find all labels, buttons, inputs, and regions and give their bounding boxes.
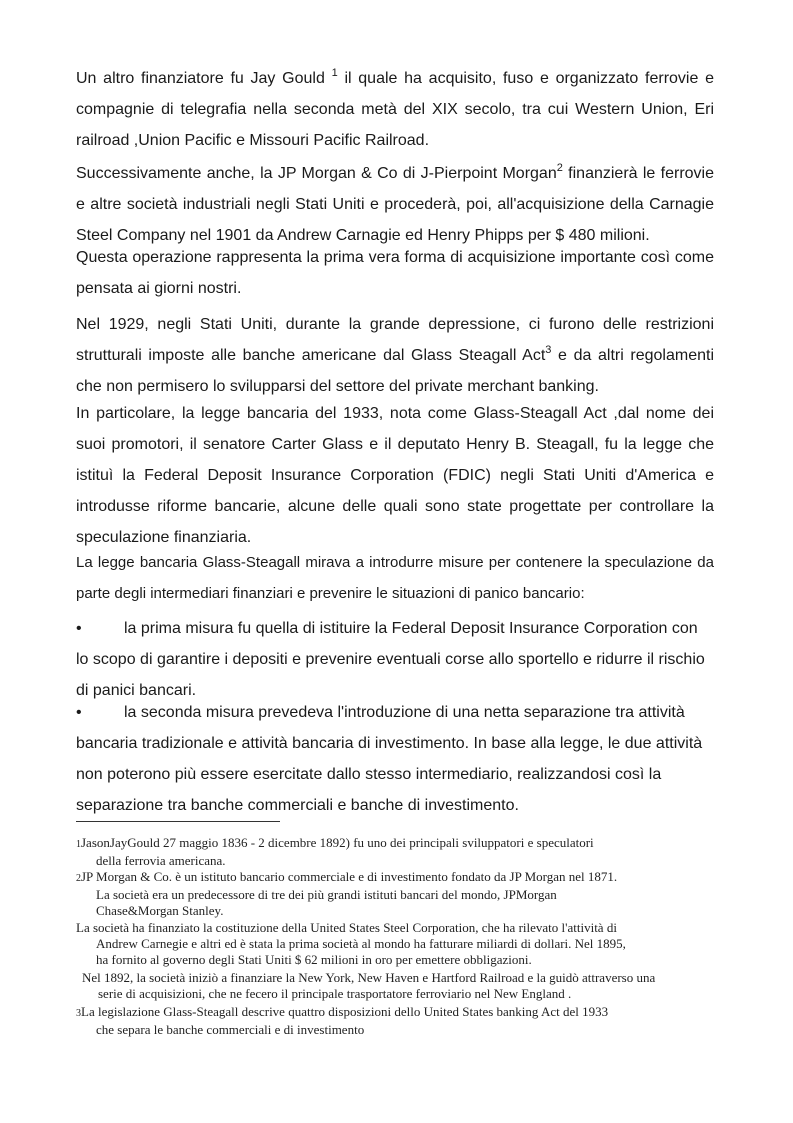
footnote-2-continued [82, 970, 722, 1002]
paragraph-legge-bancaria: La legge bancaria Glass-Steagall mirava a introdurre misure per contenere la speculazione da parte degli intermediari finanziari e prevenire le situazioni di panico bancario: [76, 554, 714, 602]
footnote-text: JP Morgan & Co. è un istituto bancario commerciale e di investimento fondato da JP Morgan nel 1871. [81, 869, 618, 884]
footnote-number: 3 [76, 1008, 81, 1019]
bullet-item-1 [76, 613, 714, 706]
paragraph-1929 [76, 309, 714, 402]
footnote-text: Andrew Carnegie e altri ed è stata la prima società al mondo ha fatturare miliardi di dollari. Nel 1895, [96, 936, 626, 951]
paragraph-text: Nel 1929, negli Stati Uniti, durante la grande depressione, ci furono delle restrizioni strutturali imposte alle banche americane dal Glass Steagall Act [76, 316, 714, 364]
paragraph-jay-gould [76, 63, 714, 156]
footnote-2 [76, 869, 716, 919]
bullet-marker: • [76, 620, 82, 637]
footnote-text: La società ha finanziato la costituzione della United States Steel Corporation, che ha rilevato l'attività di [76, 920, 617, 935]
bullet-text: la seconda misura prevedeva l'introduzione di una netta separazione tra attività bancaria tradizionale e attività bancaria di investimento. In base alla legge, le due attività non poterono più essere esercitate dallo stesso intermediario, realizzandosi così la separazione tra banche commerciali e banche di investimento. [76, 704, 703, 814]
footnote-ref-2[interactable]: 2 [556, 162, 563, 174]
footnote-text: ha fornito al governo degli Stati Uniti $ 62 milioni in oro per emettere obbligazioni. [96, 952, 532, 967]
bullet-item-2 [76, 697, 714, 821]
footnote-text: Nel 1892, la società iniziò a finanziare la New York, New Haven e Hartford Railroad e la guidò attraverso una [82, 970, 656, 985]
paragraph-acquisition: Questa operazione rappresenta la prima vera forma di acquisizione importante così come pensata ai giorni nostri. [76, 249, 714, 297]
footnote-text: La società era un predecessore di tre dei più grandi istituti bancari del mondo, JPMorgan [96, 887, 557, 902]
footnote-text: La legislazione Glass-Steagall descrive quattro disposizioni dello United States banking Act del 1933 [81, 1004, 609, 1019]
footnote-text: che separa le banche commerciali e di investimento [96, 1022, 365, 1037]
paragraph-text: finanzierà le ferrovie e altre società industriali negli Stati Uniti e procederà, poi, all'acquisizione della Carnagie Steel Company nel 1901 da Andrew Carnagie ed Henry Phipps per $ 480 milioni. [76, 165, 715, 244]
paragraph-text: il quale ha acquisito, fuso e organizzato ferrovie e compagnie di telegrafia nella seconda metà del XIX secolo, tra cui Western Union, Eri railroad ,Union Pacific e Missouri Pacific Railroad. [76, 70, 714, 149]
footnote-ref-3[interactable]: 3 [545, 344, 552, 356]
bullet-text: la prima misura fu quella di istituire la Federal Deposit Insurance Corporation con lo scopo di garantire i depositi e prevenire eventuali corse allo sportello e ridurre il rischio di panici bancari. [76, 620, 705, 699]
paragraph-text: e da altri regolamenti che non permisero lo svilupparsi del settore del private merchant banking. [76, 347, 715, 395]
footnote-text: della ferrovia americana. [96, 853, 226, 868]
paragraph-glass-steagall: In particolare, la legge bancaria del 1933, nota come Glass-Steagall Act ,dal nome dei suoi promotori, il senatore Carter Glass e il deputato Henry B. Steagall, fu la legge che istituì la Federal Deposit Insurance Corporation (FDIC) negli Stati Uniti d'America e introdusse riforme bancarie, alcune delle quali sono state progettate per controllare la speculazione finanziaria. [76, 405, 714, 546]
bullet-marker: • [76, 704, 82, 721]
paragraph-jp-morgan [76, 158, 714, 251]
footnote-3 [76, 1004, 716, 1038]
footnote-text: serie di acquisizioni, che ne fecero il principale trasportatore ferroviario nel New England . [98, 986, 572, 1001]
footnote-number: 2 [76, 873, 81, 884]
footnote-number: 1 [76, 839, 81, 850]
footnote-text: Chase&Morgan Stanley. [96, 903, 224, 918]
footnote-1 [76, 835, 716, 869]
paragraph-text: Un altro finanziatore fu Jay Gould [76, 70, 325, 87]
footnote-text: JasonJayGould 27 maggio 1836 - 2 dicembre 1892) fu uno dei principali sviluppatori e speculatori [81, 835, 594, 850]
paragraph-text: Successivamente anche, la JP Morgan & Co di J-Pierpoint Morgan [76, 165, 557, 182]
footnote-ref-1[interactable]: 1 [331, 67, 338, 79]
footnote-separator [76, 821, 280, 822]
footnote-2-continued [76, 920, 716, 968]
